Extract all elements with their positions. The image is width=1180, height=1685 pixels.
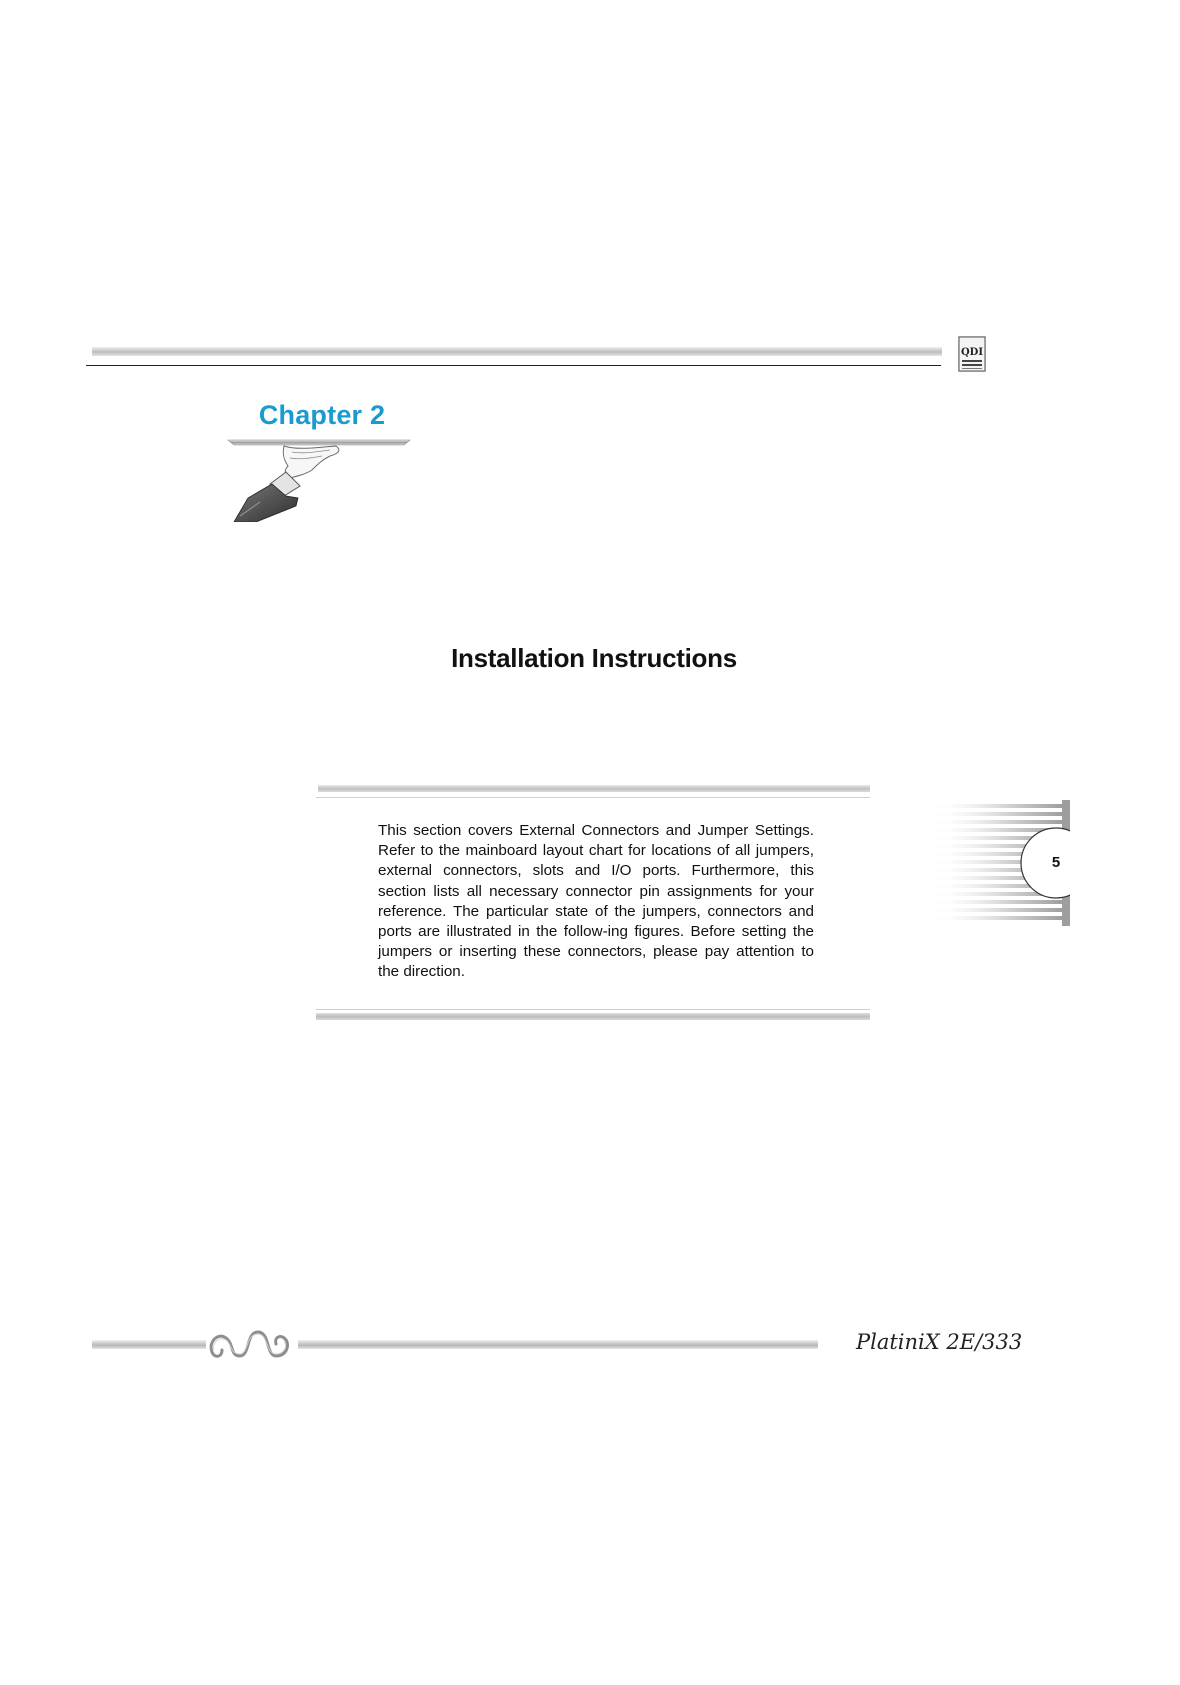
section-heading: Installation Instructions bbox=[451, 643, 737, 673]
box-top-thin-rule bbox=[316, 797, 870, 798]
page-number: 5 bbox=[1051, 853, 1061, 871]
header-rule bbox=[92, 347, 942, 356]
box-bottom-rule bbox=[316, 1013, 870, 1020]
hand-holding-tray-icon bbox=[226, 436, 412, 522]
qdi-logo-icon bbox=[958, 336, 986, 372]
box-bottom-thin-rule bbox=[316, 1009, 870, 1010]
product-name: PlatiniX 2E/333 bbox=[856, 1330, 1023, 1354]
scroll-ornament-icon bbox=[206, 1322, 298, 1366]
logo-text: QDI bbox=[960, 347, 984, 358]
section-intro-paragraph: This section covers External Connectors and Jumper Settings. Refer to the mainboard layout chart for locations of all jumpers, external connectors, slots and I/O ports. Furthermore, this section lists all necessary connector pin assignments for your reference. The particular state of the jumpers, connectors and ports are illustrated in the follow-ing figures. Before setting the jumpers or inserting these connectors, please pay attention to the direction. bbox=[378, 822, 814, 981]
box-top-rule bbox=[318, 785, 870, 792]
header-underline bbox=[86, 365, 941, 366]
footer-rule bbox=[92, 1340, 818, 1349]
chapter-title: Chapter 2 bbox=[258, 400, 386, 430]
